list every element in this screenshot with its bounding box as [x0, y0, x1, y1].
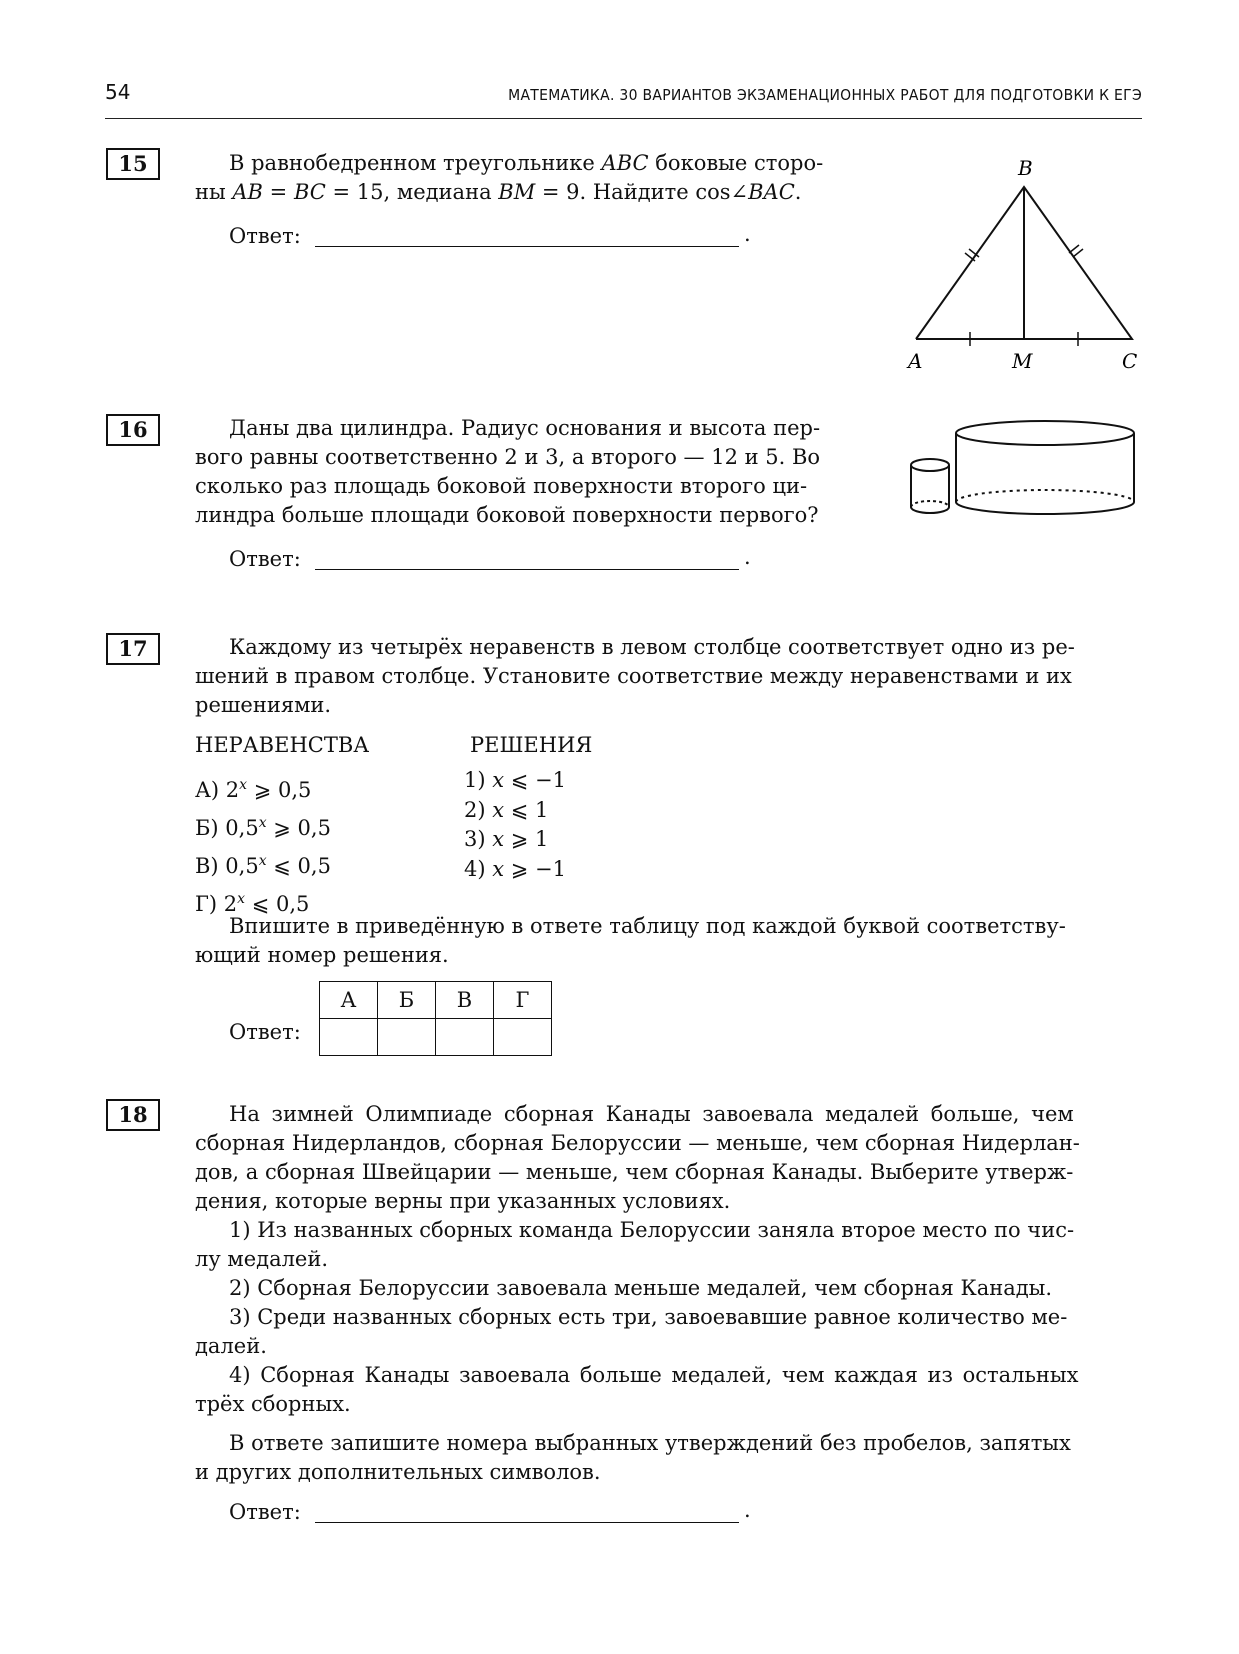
header-rule	[105, 118, 1142, 119]
answer-cell-b[interactable]	[378, 1019, 436, 1056]
running-title: МАТЕМАТИКА. 30 ВАРИАНТОВ ЭКЗАМЕНАЦИОННЫХ РАБОТ ДЛЯ ПОДГОТОВКИ К ЕГЭ	[508, 86, 1142, 104]
task-18-instruction-2: и других дополнительных символов.	[195, 1460, 601, 1484]
small-cylinder-top	[911, 459, 949, 471]
task-15-number: 15	[106, 148, 160, 180]
task-16-line-4: линдра больше площади боковой поверхности первого?	[195, 503, 819, 527]
statement-3-line-2: далей.	[195, 1334, 267, 1358]
task-16-line-1: Даны два цилиндра. Радиус основания и высота пер-	[229, 416, 821, 440]
solutions-list	[464, 766, 566, 884]
task-16-line-2: вого равны соответственно 2 и 3, а второго — 12 и 5. Во	[195, 445, 821, 469]
task-17-line-2: шений в правом столбце. Установите соответствие между неравенствами и их	[195, 664, 1072, 688]
answer-period: .	[744, 222, 751, 246]
solutions-header: РЕШЕНИЯ	[470, 733, 593, 757]
task-17-number: 17	[106, 633, 160, 665]
task-15-answer-field[interactable]	[315, 246, 739, 247]
answer-cell-a[interactable]	[320, 1019, 378, 1056]
tick-bc-1	[1073, 249, 1083, 257]
label-a: A	[908, 349, 923, 373]
solution-item: 1) x ⩽ −1	[464, 768, 566, 792]
answer-cell-g[interactable]	[494, 1019, 552, 1056]
task-18-line-4: дения, которые верны при указанных условиях.	[195, 1189, 731, 1213]
solution-item: 2) x ⩽ 1	[464, 797, 549, 822]
task-16-answer-field[interactable]	[315, 569, 739, 570]
task-16-number: 16	[106, 414, 160, 446]
answer-table-header: В	[436, 982, 494, 1019]
task-16-line-3: сколько раз площадь боковой поверхности второго ци-	[195, 474, 808, 498]
answer-period: .	[744, 1498, 751, 1522]
task-18-number: 18	[106, 1099, 160, 1131]
triangle-figure	[890, 150, 1150, 380]
task-17-answer-label: Ответ:	[229, 1020, 301, 1044]
task-17-line-3: решениями.	[195, 693, 332, 717]
inequality-item: Г) 2$^x$ ⩽ 0,5	[195, 891, 310, 916]
inequalities-list	[195, 769, 331, 921]
solution-item: 4) x ⩾ −1	[464, 856, 566, 881]
label-c: C	[1122, 349, 1138, 373]
inequality-item: Б) 0,5$^x$ ⩾ 0,5	[195, 815, 331, 840]
statement-4-line-2: трёх сборных.	[195, 1392, 351, 1416]
statement-3-line-1: 3) Среди названных сборных есть три, завоевавшие равное количество ме-	[229, 1305, 1068, 1329]
answer-table-header: А	[320, 982, 378, 1019]
inequality-item: А) 2$^x$ ⩾ 0,5	[195, 777, 312, 802]
label-m: M	[1012, 349, 1033, 373]
task-15-line-1: В равнобедренном треугольнике ABC боковые сторо-	[229, 151, 824, 175]
task-17-answer-table	[319, 981, 552, 1056]
label-b: B	[1018, 156, 1033, 180]
statement-2: 2) Сборная Белоруссии завоевала меньше медалей, чем сборная Канады.	[229, 1276, 1053, 1300]
page-number: 54	[105, 80, 131, 104]
tick-bc-2	[1069, 245, 1079, 253]
task-18-answer-label: Ответ:	[229, 1500, 301, 1524]
task-17-instruction-2: ющий номер решения.	[195, 943, 449, 967]
answer-period: .	[744, 545, 751, 569]
task-15-answer-label: Ответ:	[229, 224, 301, 248]
answer-cell-v[interactable]	[436, 1019, 494, 1056]
task-18-answer-field[interactable]	[315, 1522, 739, 1523]
task-15-line-2: ны AB = BC = 15, медиана BM = 9. Найдите cos∠BAC.	[195, 180, 802, 204]
task-18-instruction-1: В ответе запишите номера выбранных утверждений без пробелов, запятых	[229, 1431, 1071, 1455]
task-17-line-1: Каждому из четырёх неравенств в левом столбце соответствует одно из ре-	[229, 635, 1075, 659]
task-18-line-1: На зимней Олимпиаде сборная Канады завоевала медалей больше, чем	[229, 1102, 1074, 1126]
task-18-line-2: сборная Нидерландов, сборная Белоруссии — меньше, чем сборная Нидерлан-	[195, 1131, 1080, 1155]
task-16-answer-label: Ответ:	[229, 547, 301, 571]
statement-1-line-1: 1) Из названных сборных команда Белоруссии заняла второе место по чис-	[229, 1218, 1075, 1242]
answer-table-header: Б	[378, 982, 436, 1019]
cylinders-figure	[905, 415, 1145, 525]
inequalities-header: НЕРАВЕНСТВА	[195, 733, 370, 757]
task-18-line-3: дов, а сборная Швейцарии — меньше, чем сборная Канады. Выберите утверж-	[195, 1160, 1074, 1184]
solution-item: 3) x ⩾ 1	[464, 827, 549, 851]
answer-table-header: Г	[494, 982, 552, 1019]
inequality-item: В) 0,5$^x$ ⩽ 0,5	[195, 853, 331, 878]
statement-1-line-2: лу медалей.	[195, 1247, 329, 1271]
large-cylinder-top	[956, 421, 1134, 445]
task-17-instruction-1: Впишите в приведённую в ответе таблицу под каждой буквой соответству-	[229, 914, 1066, 938]
statement-4-line-1: 4) Сборная Канады завоевала больше медалей, чем каждая из остальных	[229, 1363, 1079, 1387]
